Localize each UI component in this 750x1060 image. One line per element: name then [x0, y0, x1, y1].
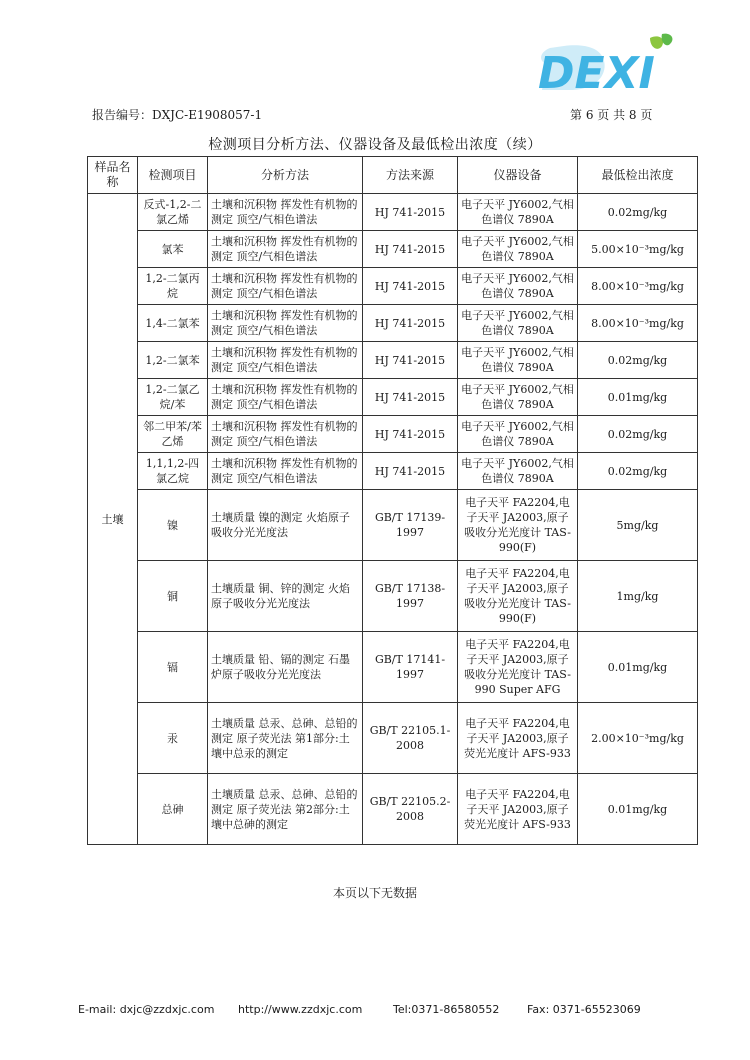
source-cell: GB/T 17141-1997: [363, 632, 458, 703]
equipment-cell: 电子天平 JY6002,气相色谱仪 7890A: [458, 379, 578, 416]
footer-fax: Fax: 0371-65523069: [527, 1003, 641, 1016]
equipment-cell: 电子天平 FA2204,电子天平 JA2003,原子吸收分光光度计 TAS-990(F): [458, 490, 578, 561]
limit-cell: 2.00×10⁻³mg/kg: [578, 703, 698, 774]
table-row: [88, 490, 698, 561]
source-cell: HJ 741-2015: [363, 416, 458, 453]
limit-cell: 0.01mg/kg: [578, 379, 698, 416]
method-cell: 土壤和沉积物 挥发性有机物的测定 顶空/气相色谱法: [208, 268, 363, 305]
limit-cell: 5.00×10⁻³mg/kg: [578, 231, 698, 268]
table-row: [88, 342, 698, 379]
table-header-row: [88, 157, 698, 194]
table-row: [88, 268, 698, 305]
footer-website: http://www.zzdxjc.com: [238, 1003, 363, 1016]
item-cell: 1,1,1,2-四氯乙烷: [138, 453, 208, 490]
table-row: [88, 453, 698, 490]
method-cell: 土壤和沉积物 挥发性有机物的测定 顶空/气相色谱法: [208, 342, 363, 379]
table-row: [88, 561, 698, 632]
table-row: [88, 703, 698, 774]
item-cell: 1,4-二氯苯: [138, 305, 208, 342]
table-row: [88, 305, 698, 342]
header-detection-limit: 最低检出浓度: [578, 157, 698, 194]
source-cell: HJ 741-2015: [363, 231, 458, 268]
method-cell: 土壤和沉积物 挥发性有机物的测定 顶空/气相色谱法: [208, 194, 363, 231]
equipment-cell: 电子天平 FA2204,电子天平 JA2003,原子吸收分光光度计 TAS-990(F): [458, 561, 578, 632]
svg-text:DEXI: DEXI: [538, 48, 655, 99]
limit-cell: 5mg/kg: [578, 490, 698, 561]
equipment-cell: 电子天平 FA2204,电子天平 JA2003,原子荧光光度计 AFS-933: [458, 774, 578, 845]
item-cell: 1,2-二氯乙烷/苯: [138, 379, 208, 416]
footer-email: E-mail: dxjc@zzdxjc.com: [78, 1003, 215, 1016]
method-cell: 土壤质量 总汞、总砷、总铅的测定 原子荧光法 第2部分:土壤中总砷的测定: [208, 774, 363, 845]
limit-cell: 0.01mg/kg: [578, 774, 698, 845]
header-equipment: 仪器设备: [458, 157, 578, 194]
limit-cell: 0.02mg/kg: [578, 453, 698, 490]
limit-cell: 0.02mg/kg: [578, 342, 698, 379]
source-cell: HJ 741-2015: [363, 342, 458, 379]
header-test-item: 检测项目: [138, 157, 208, 194]
item-cell: 镉: [138, 632, 208, 703]
method-cell: 土壤和沉积物 挥发性有机物的测定 顶空/气相色谱法: [208, 416, 363, 453]
table-row: [88, 194, 698, 231]
table-row: [88, 231, 698, 268]
equipment-cell: 电子天平 FA2204,电子天平 JA2003,原子荧光光度计 AFS-933: [458, 703, 578, 774]
detection-methods-table: [87, 156, 698, 845]
item-cell: 邻二甲苯/苯乙烯: [138, 416, 208, 453]
limit-cell: 8.00×10⁻³mg/kg: [578, 268, 698, 305]
limit-cell: 0.01mg/kg: [578, 632, 698, 703]
header-method-source: 方法来源: [363, 157, 458, 194]
equipment-cell: 电子天平 FA2204,电子天平 JA2003,原子吸收分光光度计 TAS-990 Super AFG: [458, 632, 578, 703]
source-cell: GB/T 17139-1997: [363, 490, 458, 561]
method-cell: 土壤和沉积物 挥发性有机物的测定 顶空/气相色谱法: [208, 305, 363, 342]
method-cell: 土壤和沉积物 挥发性有机物的测定 顶空/气相色谱法: [208, 453, 363, 490]
item-cell: 氯苯: [138, 231, 208, 268]
dexi-logo: [530, 30, 690, 100]
source-cell: HJ 741-2015: [363, 305, 458, 342]
equipment-cell: 电子天平 JY6002,气相色谱仪 7890A: [458, 268, 578, 305]
source-cell: GB/T 17138-1997: [363, 561, 458, 632]
limit-cell: 8.00×10⁻³mg/kg: [578, 305, 698, 342]
equipment-cell: 电子天平 JY6002,气相色谱仪 7890A: [458, 416, 578, 453]
method-cell: 土壤质量 镍的测定 火焰原子吸收分光光度法: [208, 490, 363, 561]
equipment-cell: 电子天平 JY6002,气相色谱仪 7890A: [458, 231, 578, 268]
method-cell: 土壤质量 总汞、总砷、总铅的测定 原子荧光法 第1部分:土壤中总汞的测定: [208, 703, 363, 774]
table-row: [88, 774, 698, 845]
method-cell: 土壤和沉积物 挥发性有机物的测定 顶空/气相色谱法: [208, 231, 363, 268]
item-cell: 1,2-二氯丙烷: [138, 268, 208, 305]
limit-cell: 1mg/kg: [578, 561, 698, 632]
source-cell: HJ 741-2015: [363, 379, 458, 416]
table-row: [88, 632, 698, 703]
end-of-data-note: 本页以下无数据: [332, 886, 417, 900]
item-cell: 总砷: [138, 774, 208, 845]
limit-cell: 0.02mg/kg: [578, 416, 698, 453]
source-cell: HJ 741-2015: [363, 268, 458, 305]
item-cell: 镍: [138, 490, 208, 561]
source-cell: HJ 741-2015: [363, 453, 458, 490]
equipment-cell: 电子天平 JY6002,气相色谱仪 7890A: [458, 342, 578, 379]
source-cell: GB/T 22105.1-2008: [363, 703, 458, 774]
header-analysis-method: 分析方法: [208, 157, 363, 194]
item-cell: 1,2-二氯苯: [138, 342, 208, 379]
method-cell: 土壤质量 铜、锌的测定 火焰原子吸收分光光度法: [208, 561, 363, 632]
item-cell: 铜: [138, 561, 208, 632]
item-cell: 汞: [138, 703, 208, 774]
equipment-cell: 电子天平 JY6002,气相色谱仪 7890A: [458, 453, 578, 490]
report-number: 报告编号：DXJC-E1908057-1: [92, 108, 263, 122]
page-number: 第 6 页 共 8 页: [570, 108, 653, 122]
sample-name-cell: 土壤: [88, 194, 138, 845]
equipment-cell: 电子天平 JY6002,气相色谱仪 7890A: [458, 305, 578, 342]
source-cell: HJ 741-2015: [363, 194, 458, 231]
table-row: [88, 379, 698, 416]
table-title: 检测项目分析方法、仪器设备及最低检出浓度（续）: [208, 137, 542, 153]
equipment-cell: 电子天平 JY6002,气相色谱仪 7890A: [458, 194, 578, 231]
method-cell: 土壤和沉积物 挥发性有机物的测定 顶空/气相色谱法: [208, 379, 363, 416]
footer-telephone: Tel:0371-86580552: [393, 1003, 500, 1016]
method-cell: 土壤质量 铅、镉的测定 石墨炉原子吸收分光光度法: [208, 632, 363, 703]
limit-cell: 0.02mg/kg: [578, 194, 698, 231]
item-cell: 反式-1,2-二氯乙烯: [138, 194, 208, 231]
header-sample-name: 样品名称: [88, 157, 138, 194]
table-row: [88, 416, 698, 453]
source-cell: GB/T 22105.2-2008: [363, 774, 458, 845]
